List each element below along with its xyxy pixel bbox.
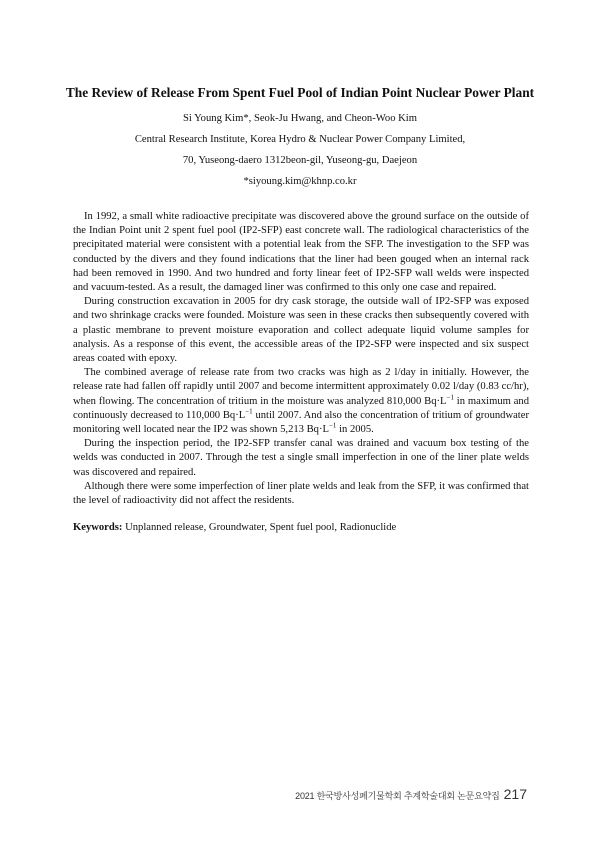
author-list: Si Young Kim*, Seok-Ju Hwang, and Cheon-Woo Kim [183,113,417,124]
paragraph-3-part-3: until 2007. And also the concentration of tritium of groundwater monitoring well located near the IP2 was shown 5,213 Bq·L [73,409,529,436]
affiliation-line-2: 70, Yuseong-daero 1312beon-gil, Yuseong-gu, Daejeon [182,155,418,166]
unit-superscript: −1 [245,407,253,416]
paragraph-3-part-2: in maximum and continuously decreased to 110,000 Bq·L [73,395,529,421]
page-number: 217 [503,786,527,802]
paragraph-3-part-1: The combined average of release rate from two cracks was high as 2 l/day in initially. However, the release rate had fallen off rapidly until 2007 and become intermittent approximately 0.02 l/day (0.83 cc/hr), when flowing. The concentration of tritium in the moisture was analyzed 810,000 Bq·L [73,367,529,407]
author-email: *siyoung.kim@khnp.co.kr [243,176,357,187]
keywords-list: Unplanned release, Groundwater, Spent fuel pool, Radionuclide [125,522,397,534]
paragraph-4: During the inspection period, the IP2-SFP transfer canal was drained and vacuum box testing of the welds was conducted in 2007. Through the test a single small imperfection in one of the liner plate welds was discovered and repaired. [73,438,529,478]
unit-superscript: −1 [446,393,454,402]
abstract-body [73,210,529,535]
keywords-line [73,521,529,535]
keywords-label: Keywords: [73,522,123,534]
unit-superscript: −1 [328,421,337,430]
paper-title: The Review of Release From Spent Fuel Pool of Indian Point Nuclear Power Plant [65,85,535,100]
paragraph-5: Although there were some imperfection of liner plate welds and leak from the SFP, it was confirmed that the level of radioactivity did not affect the residents. [73,480,529,507]
paragraph-3 [73,366,529,437]
paragraph-3-part-4: in 2005. [336,424,374,436]
proceedings-title: 2021 한국방사성폐기물학회 추계학술대회 논문요약집 [295,791,500,801]
page-footer [295,786,527,804]
paragraph-1: In 1992, a small white radioactive precipitate was discovered above the ground surface on the outside of the Indian Point unit 2 spent fuel pool (IP2-SFP) east concrete wall. The radiological characteristics of the precipitated material were consistent with a potential leak from the SFP. The investigation to the SFP was conducted by the divers and they found indications that the liner had been gouged when an internal rack had been removed in 1990. And two hundred and forty linear feet of IP2-SFP wall welds were inspected and vacuum-tested. As a result, the damaged liner was confirmed to this only one case and repaired. [73,211,529,294]
affiliation-line-1: Central Research Institute, Korea Hydro & Nuclear Power Company Limited, [134,134,466,145]
paragraph-2: During construction excavation in 2005 for dry cask storage, the outside wall of IP2-SFP was exposed and two shrinkage cracks were founded. Moisture was seen in these cracks then subsequently covered with a plastic membrane to prevent moisture evaporation and collect adequate liquid volume samples for analysis. As a response of this event, the accessible areas of the IP2-SFP were inspected and six suspect areas coated with epoxy. [73,296,529,365]
